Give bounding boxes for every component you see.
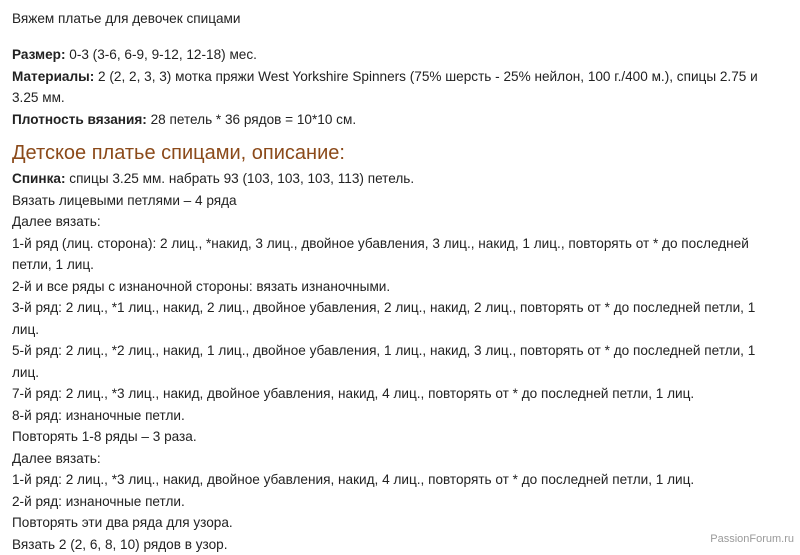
spec-density-value: 28 петель * 36 рядов = 10*10 см. [147,112,356,127]
instruction-line: Далее вязать: [12,211,788,233]
instruction-line: Вязать 2 (2, 6, 8, 10) рядов в узор. [12,534,788,555]
instruction-line: 5-й ряд: 2 лиц., *2 лиц., накид, 1 лиц., двойное убавления, 1 лиц., накид, 3 лиц., повторять от * до последней петли, 1 лиц. [12,340,782,383]
document-page [0,8,800,551]
spec-materials [12,66,782,109]
spec-density [12,109,782,131]
back-instruction [12,168,788,190]
instruction-line: Далее вязать: [12,448,788,470]
spec-size-value: 0-3 (3-6, 6-9, 9-12, 12-18) мес. [65,47,256,62]
instruction-line: 7-й ряд: 2 лиц., *3 лиц., накид, двойное убавления, накид, 4 лиц., повторять от * до последней петли, 1 лиц. [12,383,788,405]
spec-materials-label: Материалы: [12,69,94,84]
spec-materials-value: 2 (2, 2, 3, 3) мотка пряжи West Yorkshire Spinners (75% шерсть - 25% нейлон, 100 г./400 м.), спицы 2.75 и 3.25 мм. [12,69,758,106]
instruction-line: Повторять 1-8 ряды – 3 раза. [12,426,788,448]
watermark: PassionForum.ru [710,533,794,545]
instruction-line: Вязать лицевыми петлями – 4 ряда [12,190,788,212]
section-heading: Детское платье спицами, описание: [12,140,788,166]
instruction-line: 3-й ряд: 2 лиц., *1 лиц., накид, 2 лиц., двойное убавления, 2 лиц., накид, 2 лиц., повторять от * до последней петли, 1 лиц. [12,297,782,340]
spec-size-label: Размер: [12,47,65,62]
instruction-line: 1-й ряд (лиц. сторона): 2 лиц., *накид, 3 лиц., двойное убавления, 3 лиц., накид, 1 лиц., повторять от * до последней петли, 1 лиц. [12,233,782,276]
document-title: Вяжем платье для девочек спицами [12,8,788,30]
instruction-line: 2-й ряд: изнаночные петли. [12,491,788,513]
instruction-line: 1-й ряд: 2 лиц., *3 лиц., накид, двойное убавления, накид, 4 лиц., повторять от * до последней петли, 1 лиц. [12,469,788,491]
spec-size [12,44,782,66]
instruction-line: 8-й ряд: изнаночные петли. [12,405,788,427]
spec-density-label: Плотность вязания: [12,112,147,127]
back-label: Спинка: [12,171,66,186]
back-value: спицы 3.25 мм. набрать 93 (103, 103, 103, 113) петель. [66,171,415,186]
instruction-line: 2-й и все ряды с изнаночной стороны: вязать изнаночными. [12,276,788,298]
instruction-line: Повторять эти два ряда для узора. [12,512,788,534]
